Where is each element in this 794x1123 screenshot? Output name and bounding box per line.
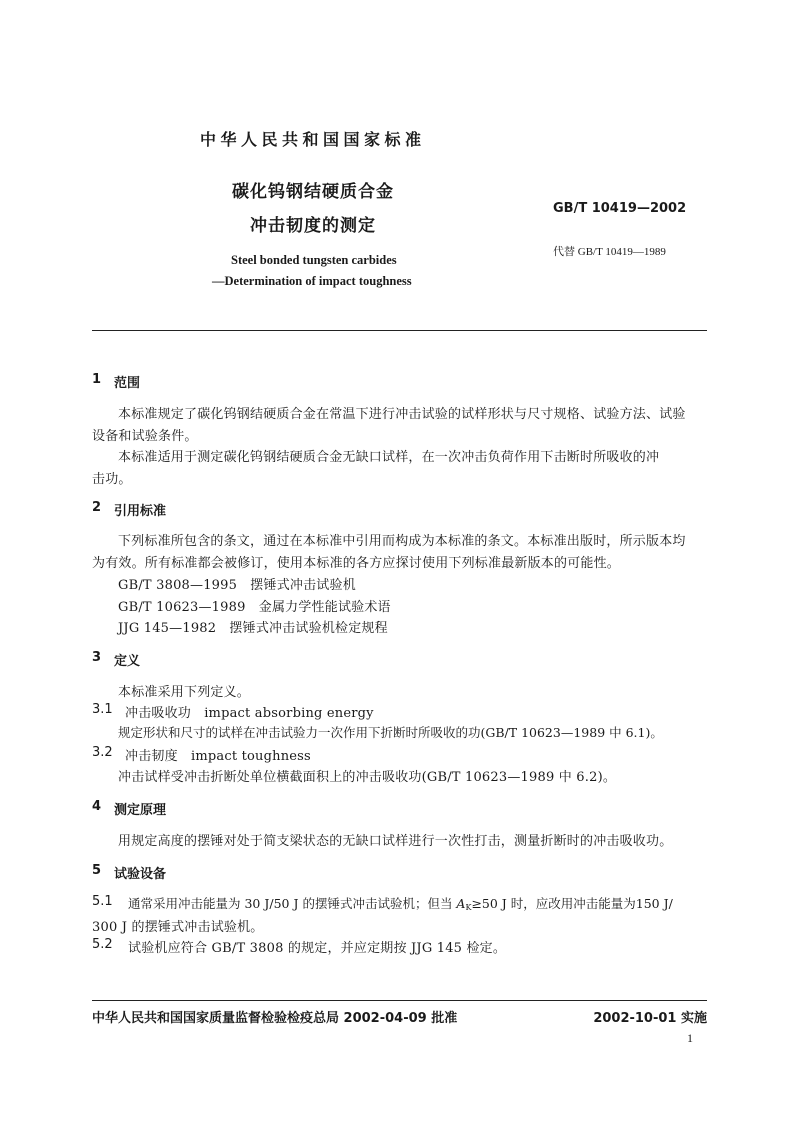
definition-3-2-term: 冲击韧度 impact toughness — [125, 749, 311, 764]
definition-3-2-number: 3.2 — [92, 745, 113, 760]
reference-item: JJG 145—1982 摆锤式冲击试验机检定规程 — [118, 621, 388, 636]
clause-5-1-line-2: 300 J 的摆锤式冲击试验机。 — [92, 920, 264, 935]
clause-5-1-text-b: ≥50 J 时，应改用冲击能量为150 J/ — [471, 896, 673, 911]
section-2-paragraph-line-2: 为有效。所有标准都会被修订，使用本标准的各方应探讨使用下列标准最新版本的可能性。 — [92, 556, 621, 571]
section-2-paragraph-line-1: 下列标准所包含的条文，通过在本标准中引用而构成为本标准的条文。本标准出版时，所示版本均 — [118, 534, 686, 549]
section-1-number: 1 — [92, 372, 102, 387]
clause-5-1-number: 5.1 — [92, 894, 113, 909]
national-standard-title: 中华人民共和国国家标准 — [200, 130, 426, 149]
symbol-a-subscript: K — [465, 903, 472, 912]
document-title-en-line1: Steel bonded tungsten carbides — [231, 253, 397, 267]
clause-5-1-text-a: 通常采用冲击能量为 30 J/50 J 的摆锤式冲击试验机；但当 — [128, 896, 457, 911]
section-3-number: 3 — [92, 650, 102, 665]
section-3-intro: 本标准采用下列定义。 — [118, 685, 251, 700]
definition-3-1-term: 冲击吸收功 impact absorbing energy — [125, 706, 374, 721]
document-title-cn-line2: 冲击韧度的测定 — [250, 216, 376, 236]
section-4-number: 4 — [92, 799, 102, 814]
document-title-cn-line1: 碳化钨钢结硬质合金 — [232, 182, 394, 202]
header-divider — [92, 330, 707, 331]
effective-date: 2002-10-01 实施 — [593, 1011, 707, 1026]
replaces-standard: 代替 GB/T 10419—1989 — [553, 246, 666, 258]
section-2-number: 2 — [92, 500, 102, 515]
clause-5-2-text: 试验机应符合 GB/T 3808 的规定，并应定期按 JJG 145 检定。 — [128, 941, 507, 956]
section-1-paragraph-2-line-1: 本标准适用于测定碳化钨钢结硬质合金无缺口试样，在一次冲击负荷作用下击断时所吸收的冲 — [118, 450, 660, 465]
definition-3-1-text: 规定形状和尺寸的试样在冲击试验力一次作用下折断时所吸收的功(GB/T 10623—1989 中 6.1)。 — [118, 725, 663, 740]
standard-number: GB/T 10419—2002 — [553, 201, 687, 216]
symbol-a: A — [456, 896, 466, 911]
section-5-number: 5 — [92, 863, 102, 878]
section-2-title: 引用标准 — [114, 504, 167, 519]
section-1-paragraph-2-line-2: 击功。 — [92, 472, 132, 487]
section-1-paragraph-1-line-2: 设备和试验条件。 — [92, 429, 198, 444]
issuing-authority: 中华人民共和国国家质量监督检验检疫总局 2002-04-09 批准 — [92, 1011, 458, 1026]
section-4-paragraph: 用规定高度的摆锤对处于简支梁状态的无缺口试样进行一次性打击，测量折断时的冲击吸收功。 — [118, 834, 673, 849]
section-1-title: 范围 — [114, 376, 141, 391]
document-title-en-line2: —Determination of impact toughness — [212, 274, 412, 288]
page-number: 1 — [687, 1031, 693, 1045]
footer-divider — [92, 1000, 707, 1001]
section-5-title: 试验设备 — [114, 867, 167, 882]
reference-item: GB/T 10623—1989 金属力学性能试验术语 — [118, 600, 391, 615]
definition-3-2-text: 冲击试样受冲击折断处单位横截面积上的冲击吸收功(GB/T 10623—1989 中 6.2)。 — [118, 770, 617, 785]
reference-item: GB/T 3808—1995 摆锤式冲击试验机 — [118, 578, 356, 593]
clause-5-1-line-1 — [128, 894, 673, 912]
section-4-title: 测定原理 — [114, 803, 167, 818]
clause-5-2-number: 5.2 — [92, 937, 113, 952]
definition-3-1-number: 3.1 — [92, 702, 113, 717]
section-1-paragraph-1-line-1: 本标准规定了碳化钨钢结硬质合金在常温下进行冲击试验的试样形状与尺寸规格、试验方法、试验 — [118, 407, 686, 422]
section-3-title: 定义 — [114, 654, 141, 669]
